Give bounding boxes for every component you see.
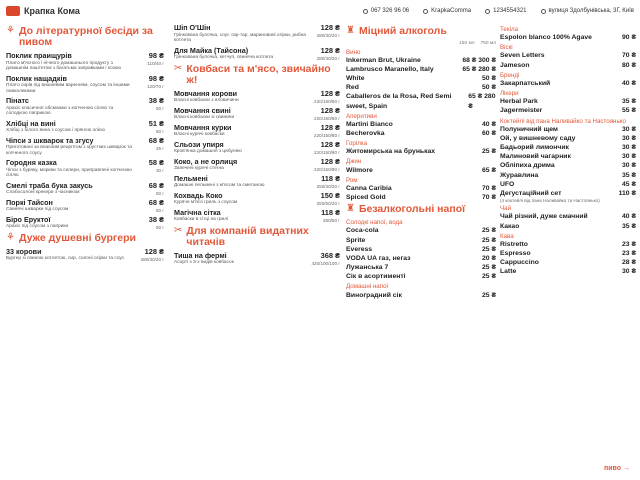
column-3: [346, 24, 496, 300]
drink-name: Caballeros de la Rosa, Red Semi sweet, Spain: [346, 93, 452, 110]
category-label: Чай: [500, 205, 512, 213]
drink-name: Canna Caribia: [346, 184, 392, 192]
drink-item[interactable]: [500, 180, 636, 189]
drink-item[interactable]: [346, 65, 496, 74]
drink-item[interactable]: [346, 254, 496, 263]
drink-item[interactable]: [346, 129, 496, 138]
category-label: Коктейлі від пана Наливайко та Настоянько: [500, 117, 626, 125]
menu-item-price: 68 ₴: [148, 135, 164, 145]
menu-item-description: Ковбаски в сітці на грилі: [174, 217, 229, 223]
drink-item[interactable]: [346, 272, 496, 281]
menu-item-weight: 25 г: [155, 145, 164, 151]
menu-item-description: Домашні пельмені з м'ясом та сметаною: [174, 183, 265, 189]
drink-item[interactable]: [500, 79, 636, 88]
menu-item-name: Тиша на фермі: [174, 250, 227, 260]
drink-name: White: [346, 75, 365, 82]
drink-price: 70 ₴: [622, 52, 636, 60]
section-title: До літературної бесіди за пивом: [18, 25, 153, 49]
menu-item[interactable]: [6, 52, 164, 72]
phone[interactable]: [363, 8, 409, 14]
drink-price: 25 ₴: [482, 273, 496, 281]
drink-name: Полуничний щем: [500, 125, 558, 133]
category-label: Джин: [346, 158, 362, 166]
drink-item[interactable]: [500, 212, 636, 221]
drink-item[interactable]: [346, 291, 496, 300]
drink-name: Закарпатський: [500, 79, 551, 87]
category-label: Вино: [346, 48, 361, 56]
drink-name: Какао: [500, 222, 520, 230]
menu-item-description: Власні ковбаски з яловичини: [174, 98, 239, 104]
category-label: Кава: [500, 232, 514, 240]
menu-item[interactable]: [174, 124, 340, 138]
menu-item-name: 33 корови: [6, 246, 42, 256]
section-title: Міцний алкоголь: [358, 25, 447, 37]
section-header: [346, 26, 496, 37]
menu-item-name: Смелі траба бука закусь: [6, 180, 93, 190]
section-title: Ковбаси та м'ясо, звичайно ж!: [186, 62, 331, 86]
menu-item-name: Пельмені: [174, 173, 208, 183]
drink-price: 40 ₴: [622, 79, 636, 87]
menu-item-name: Коко, а не орлиця: [174, 156, 238, 166]
drink-price: 70 ₴: [482, 184, 496, 192]
drink-price: 90 ₴: [622, 34, 636, 42]
volume-small: 150 мл: [459, 41, 475, 47]
menu-item-price: 118 ₴: [321, 207, 340, 217]
section-header: [174, 226, 340, 248]
menu-item-description: Слабосолоні крекери з часником: [6, 190, 80, 196]
menu-item-price: 38 ₴: [148, 214, 164, 224]
menu-item[interactable]: [6, 75, 164, 95]
column-2: [174, 24, 340, 269]
wifi-icon: [485, 9, 490, 14]
menu-item-price: 51 ₴: [148, 118, 164, 128]
drink-name: Обліпиха дрима: [500, 162, 555, 170]
drink-item[interactable]: [346, 184, 496, 193]
drink-name: Becherovka: [346, 129, 385, 137]
drink-price: 60 ₴: [482, 129, 496, 137]
contacts: [363, 8, 634, 14]
drink-name: Inkerman Brut, Ukraine: [346, 56, 421, 64]
menu-item-name: Поклик нащадків: [6, 73, 67, 83]
drink-price: 30 ₴: [622, 134, 636, 142]
drink-name: UFO: [500, 180, 515, 188]
brand-name: Крапка Кома: [24, 6, 80, 16]
menu-item-row: [6, 97, 164, 106]
menu-item[interactable]: [6, 159, 164, 179]
menu-item-weight: 250/30/20 г: [316, 183, 340, 189]
menu-item[interactable]: [6, 97, 164, 117]
cocktail-note: (4 коктейлі від пана Наливайко та Настоянько): [500, 198, 600, 204]
menu-item-weight: 60 г: [155, 128, 164, 134]
drink-price: 50 ₴: [482, 75, 496, 82]
drink-name: Журавлина: [500, 171, 539, 179]
menu-item[interactable]: [174, 107, 340, 121]
menu-item-weight: 220/150/80 г: [314, 166, 340, 172]
drink-price: 80 ₴: [622, 61, 636, 69]
section-icon: ✂: [174, 62, 183, 74]
section-title: Для компаній видатних читачів: [186, 224, 309, 248]
menu-item[interactable]: [6, 248, 164, 262]
menu-item-row: [174, 175, 340, 184]
section-title: Безалкогольні напої: [358, 203, 466, 216]
drink-item[interactable]: [346, 263, 496, 272]
section-title: Дуже душевні бургери: [18, 231, 137, 244]
menu-item-description: Власні ковбаски зі свинини: [174, 115, 235, 121]
menu-item[interactable]: [174, 158, 340, 172]
drink-name: Ой, у вишневому саду: [500, 134, 576, 142]
drink-price: 45 ₴: [622, 180, 636, 188]
menu-item-price: 128 ₴: [320, 122, 340, 132]
brand: [6, 6, 80, 16]
menu-item-name: Для Майка (Тайсона): [174, 45, 249, 55]
category-label: Аперитиви: [346, 112, 377, 120]
drink-price: 25 ₴: [482, 291, 496, 299]
menu-item-price: 368 ₴: [320, 250, 340, 260]
menu-item-price: 150 ₴: [320, 190, 340, 200]
menu-item-description: Плато сирів під вишневим варенням, соусом та іншими смаколиками: [6, 83, 130, 94]
menu-item[interactable]: [6, 216, 164, 230]
menu-item-weight: 120/70 г: [146, 83, 164, 89]
drink-name: Seven Letters: [500, 52, 545, 60]
menu-item-name: Городня казка: [6, 158, 57, 168]
drink-price: 40 ₴: [482, 120, 496, 128]
drink-name: Jameson: [500, 61, 530, 69]
menu-item-row: [6, 159, 164, 168]
menu-item-price: 128 ₴: [320, 88, 340, 98]
menu-item-price: 68 ₴: [148, 180, 164, 190]
menu-item-weight: 50 г: [155, 190, 164, 196]
menu-item-name: Магічна сітка: [174, 207, 221, 217]
menu-item-weight: 250/50 г: [322, 217, 340, 223]
menu-item[interactable]: [174, 209, 340, 223]
menu-item-description: Запечені курячі стегна: [174, 166, 224, 172]
drink-item[interactable]: [346, 56, 496, 65]
drink-item[interactable]: [500, 33, 636, 42]
drink-item[interactable]: [500, 51, 636, 60]
phone-number: 067 326 96 06: [370, 8, 410, 14]
drink-price: 28 ₴: [622, 259, 636, 267]
drink-item[interactable]: [500, 106, 636, 115]
menu-item-row: [174, 158, 340, 167]
address-text: вулиця Здолбунівська, 3Г, Київ: [548, 8, 634, 14]
menu-item-name: Біро Еруктої: [6, 214, 51, 224]
menu-item-row: [6, 75, 164, 84]
menu-item-price: 118 ₴: [321, 173, 340, 183]
menu-item-name: Кохвадь Коко: [174, 190, 223, 200]
section-icon: ✂: [174, 224, 183, 236]
menu-item-price: 128 ₴: [320, 139, 340, 149]
menu-item-description: Кров'янка домашня з цибулею: [174, 149, 242, 155]
menu-item-name: Пінатс: [6, 96, 29, 106]
drink-item[interactable]: [346, 147, 496, 156]
drink-name: Coca-cola: [346, 227, 379, 235]
menu-item-row: [6, 120, 164, 129]
drink-price: 50 ₴: [482, 84, 496, 92]
menu-item-price: 128 ₴: [144, 246, 164, 256]
category-label: Лікери: [500, 90, 519, 98]
category-label: Бренді: [500, 71, 520, 79]
drink-name: Everess: [346, 245, 373, 253]
drink-item[interactable]: [500, 171, 636, 180]
menu-item[interactable]: [174, 47, 340, 61]
menu-item-weight: 420/100/100 г: [311, 260, 340, 266]
menu-item-price: 98 ₴: [148, 51, 164, 61]
drink-item[interactable]: [500, 61, 636, 70]
drink-name: Espolon blanco 100% Agave: [500, 34, 592, 42]
menu-item-weight: 50 г: [155, 106, 164, 112]
menu-item-price: 128 ₴: [320, 156, 340, 166]
menu-item[interactable]: [174, 192, 340, 206]
menu-item-row: [174, 124, 340, 133]
drink-item[interactable]: [346, 236, 496, 245]
drink-name: Чай різний, дуже смачний: [500, 213, 588, 221]
drink-price: 65 ₴: [482, 166, 496, 174]
drink-price: 25 ₴: [482, 227, 496, 235]
drink-price: 25 ₴: [482, 264, 496, 272]
category-label: Горілка: [346, 140, 368, 148]
drink-price: 68 ₴ 300 ₴: [462, 56, 496, 64]
drink-item[interactable]: [500, 267, 636, 276]
menu-item-description: Приготовані за власним рецептом з хрустких шкварок та копченого соусу: [6, 145, 132, 156]
menu-item-description: Грінкована булочка, соус тар-тар, мариновані огірки, рибна котлета: [174, 32, 306, 44]
menu-item-description: Грінкована булочка, кетчуп, свиняча котлета: [174, 55, 274, 61]
column-4: [500, 24, 636, 277]
menu-item-name: Хлібці на вині: [6, 118, 56, 128]
drink-name: VODA UA газ, негаз: [346, 254, 411, 262]
menu-item-description: Хлібці з білого вина з соусом і пряною олією: [6, 128, 105, 134]
menu-item-name: Сльози упиря: [174, 139, 224, 149]
drink-item[interactable]: [500, 125, 636, 134]
instagram-icon: [423, 9, 428, 14]
category-label: Ром: [346, 176, 358, 184]
menu-item[interactable]: [6, 120, 164, 134]
menu-item-weight: 280/30/20 г: [140, 256, 164, 262]
wifi-password: 1234554321: [493, 8, 527, 14]
menu-item-name: Поклик праищурів: [6, 51, 72, 61]
menu-item-row: [174, 90, 340, 99]
menu-item-description: Бургер зі свиною котлетою, сир, солоні огірки та соус: [6, 256, 125, 262]
menu-item-row: [174, 24, 340, 33]
drink-price: 110 ₴: [618, 189, 636, 197]
menu-item[interactable]: [174, 252, 340, 266]
drink-name: Sprite: [346, 236, 366, 244]
drink-name: Сік в асортименті: [346, 273, 406, 281]
wifi: [485, 8, 526, 14]
menu-item-price: 128 ₴: [320, 45, 340, 55]
menu-item-row: [6, 137, 164, 146]
drink-name: Бадьорий лимончик: [500, 144, 569, 151]
menu-item-price: 98 ₴: [148, 73, 164, 83]
drink-item[interactable]: [346, 166, 496, 175]
drink-price: 23 ₴: [622, 240, 636, 248]
drink-name: Малиновий чагарник: [500, 153, 571, 161]
drink-item[interactable]: [346, 120, 496, 129]
drink-item[interactable]: [346, 92, 496, 110]
menu-item-weight: 220/150/80 г: [314, 115, 340, 121]
drink-item[interactable]: [500, 161, 636, 170]
section-header: [6, 233, 164, 244]
drink-price: 30 ₴: [622, 153, 636, 161]
menu-item-weight: 50 г: [155, 207, 164, 213]
more-link[interactable]: пиво →: [604, 465, 630, 472]
drink-price: 20 ₴: [482, 254, 496, 262]
drink-price: 70 ₴: [482, 194, 496, 202]
menu-item-weight: 110/40 г: [147, 61, 164, 67]
drink-price: 35 ₴: [622, 98, 636, 106]
menu-item-weight: 50 г: [155, 224, 164, 230]
drink-item[interactable]: [346, 226, 496, 235]
menu-item-description: Арахіс класичної обсмажки з копченою сіллю та солодкою паприкою: [6, 105, 114, 117]
menu-item-weight: 280/30/20 г: [316, 55, 340, 61]
drink-name: Житомирська на бруньках: [346, 148, 436, 156]
drink-price: 65 ₴ 280 ₴: [462, 65, 496, 73]
menu-item-weight: 220/150/80 г: [314, 149, 340, 155]
drink-item[interactable]: [346, 74, 496, 83]
drink-price: 25 ₴: [482, 236, 496, 244]
menu-item-price: 68 ₴: [148, 197, 164, 207]
menu-item[interactable]: [174, 175, 340, 189]
menu-item-name: Мовчання корови: [174, 88, 238, 98]
drink-name: Ristretto: [500, 240, 528, 248]
drink-price: 30 ₴: [622, 144, 636, 151]
menu-item-price: 38 ₴: [148, 96, 164, 106]
drink-price: 30 ₴: [622, 125, 636, 133]
menu-item-description: Асорті з 3-х видів ковбасок: [174, 260, 234, 266]
drink-item[interactable]: [346, 193, 496, 202]
drink-name: Лужанська 7: [346, 264, 389, 272]
menu-item-description: Плато м'ясного і нічного домашнього продукту з домашнім паштетом з багатьма заправками і козою: [6, 60, 121, 72]
menu-item[interactable]: [174, 141, 340, 155]
menu-item-weight: 250/50/20 г: [316, 200, 340, 206]
drink-price: 65 ₴ 280 ₴: [468, 93, 496, 110]
menu-item-description: Чіпси з буряку, моркви та селери, приправлені копченою сіллю: [6, 167, 132, 179]
category-label: Солодкі напої, вода: [346, 219, 403, 227]
drink-price: 35 ₴: [622, 171, 636, 179]
menu-item-weight: 220/150/80 г: [314, 98, 340, 104]
drink-name: Martini Bianco: [346, 120, 393, 128]
menu-item-price: 128 ₴: [320, 23, 340, 32]
drink-name: Jagermeister: [500, 107, 543, 115]
section-icon: ⚘: [6, 25, 15, 36]
drink-item[interactable]: [346, 245, 496, 254]
drink-name: Red: [346, 84, 359, 92]
drink-name: Cappuccino: [500, 259, 539, 267]
category-label: Текіла: [500, 26, 519, 33]
menu-item-name: Чіпси з шкварок та згусу: [6, 135, 94, 145]
address[interactable]: [541, 8, 634, 14]
instagram[interactable]: [423, 8, 471, 14]
drink-price: 55 ₴: [622, 107, 636, 115]
drink-item[interactable]: [500, 189, 636, 198]
category-label: Віскі: [500, 44, 513, 52]
menu-item-name: Шіп О'Шін: [174, 23, 211, 32]
drink-item[interactable]: [500, 134, 636, 143]
drink-item[interactable]: [500, 97, 636, 106]
more-label: пиво: [604, 465, 622, 472]
menu-item-description: Арахіс під соусом з паприки: [6, 224, 69, 230]
section-icon: ♜: [346, 203, 355, 215]
section-header: [174, 64, 340, 86]
menu-item-name: Мовчання свині: [174, 105, 231, 115]
menu-item-row: [174, 47, 340, 56]
menu-item-row: [6, 52, 164, 61]
drink-name: Latte: [500, 268, 517, 276]
menu-item-row: [174, 141, 340, 150]
drink-price: 25 ₴: [482, 148, 496, 156]
menu-item-price: 58 ₴: [148, 158, 164, 168]
logo: [6, 6, 20, 16]
drink-price: 25 ₴: [482, 245, 496, 253]
menu-item-price: 128 ₴: [320, 105, 340, 115]
menu-item-description: Власні курячі ковбаски: [174, 132, 225, 138]
instagram-handle: KrapkaComma: [431, 8, 472, 14]
menu-item-weight: 280/30/20 г: [316, 33, 340, 38]
drink-item[interactable]: [500, 152, 636, 161]
drink-price: 30 ₴: [622, 162, 636, 170]
drink-name: Lambrusco Maranello, Italy: [346, 65, 434, 73]
drink-name: Wilmore: [346, 166, 373, 174]
section-icon: ♜: [346, 25, 355, 36]
phone-icon: [363, 9, 368, 14]
drink-name: Виноградний сік: [346, 291, 402, 299]
section-icon: ⚘: [6, 231, 15, 243]
drink-item[interactable]: [346, 83, 496, 92]
column-1: [6, 24, 164, 265]
top-bar: [0, 0, 640, 22]
drink-name: Spiced Gold: [346, 194, 386, 202]
menu-item-row: [174, 107, 340, 116]
drink-price: 30 ₴: [622, 268, 636, 276]
drink-price: 40 ₴: [622, 213, 636, 221]
drink-item[interactable]: [500, 143, 636, 152]
drink-price: 23 ₴: [622, 250, 636, 258]
menu-item[interactable]: [174, 90, 340, 104]
drink-price: 35 ₴: [622, 222, 636, 230]
menu-item-name: Мовчання курки: [174, 122, 232, 132]
menu-item[interactable]: [6, 182, 164, 196]
section-header: [6, 26, 164, 48]
drink-item[interactable]: [500, 222, 636, 231]
drink-item[interactable]: [500, 240, 636, 249]
category-label: Домашні напої: [346, 283, 389, 291]
menu-item-description: Свинячі шкварки під соусом: [6, 207, 69, 213]
menu-item[interactable]: [6, 199, 164, 213]
drink-item[interactable]: [500, 249, 636, 258]
menu-item[interactable]: [6, 137, 164, 157]
menu-item[interactable]: [174, 24, 340, 44]
drink-name: Дегустаційний сет: [500, 189, 562, 197]
drink-item[interactable]: [500, 258, 636, 267]
drink-name: Herbal Park: [500, 98, 538, 106]
volume-header: [346, 41, 496, 47]
menu-item-name: Поркі Тайсон: [6, 197, 53, 207]
volume-large: 750 мл: [480, 41, 496, 47]
menu-item-description: Куряче м'ясо гриль з соусом: [174, 200, 238, 206]
section-header: [346, 204, 496, 215]
menu-item-weight: 30 г: [155, 168, 164, 174]
location-icon: [541, 9, 546, 14]
menu-item-weight: 220/150/80 г: [314, 132, 340, 138]
drink-name: Espresso: [500, 250, 531, 258]
